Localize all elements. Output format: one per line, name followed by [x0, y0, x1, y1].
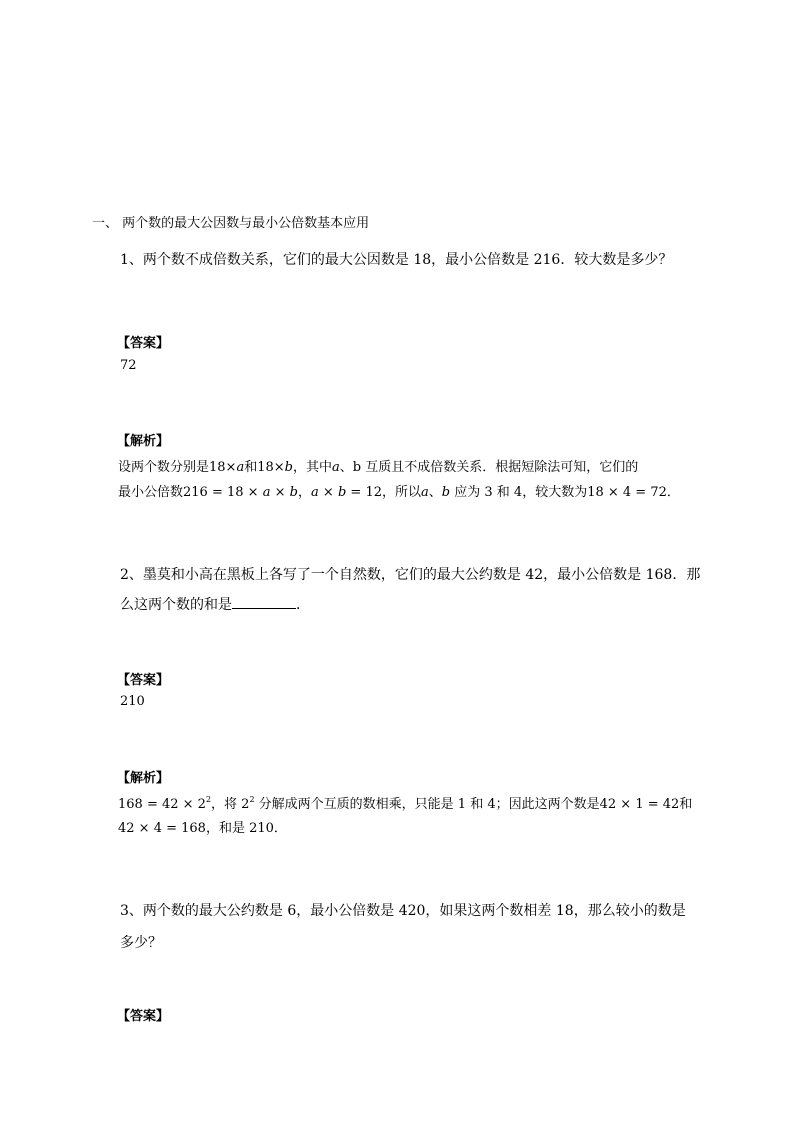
section-heading: 一、 两个数的最大公因数与最小公倍数基本应用 [92, 216, 370, 231]
analysis-1-line-2: 最小公倍数216 = 18 × a × b，a × b = 12，所以a、b 应为 3 和 4，较大数为18 × 4 = 72． [118, 485, 680, 500]
answer-label-1: 【答案】 [117, 336, 170, 351]
question-1-text: 1、两个数不成倍数关系，它们的最大公因数是 18，最小公倍数是 216．较大数是多少？ [120, 252, 673, 268]
answer-label-2: 【答案】 [117, 673, 170, 688]
answer-1: 72 [120, 358, 137, 373]
question-2-text-line-1: 2、墨莫和小高在黑板上各写了一个自然数，它们的最大公约数是 42，最小公倍数是 168．那 [120, 567, 701, 583]
answer-blank[interactable] [232, 596, 296, 609]
analysis-2-line-2: 42 × 4 = 168，和是 210． [118, 821, 287, 836]
question-3-text-line-1: 3、两个数的最大公约数是 6，最小公倍数是 420，如果这两个数相差 18，那么较小的数是 [120, 903, 686, 919]
analysis-label-1: 【解析】 [117, 434, 170, 449]
analysis-2-line-1: $168 = 42 \times 2^2$，将 $2^2$ 分解成两个互质的数相乘，只能是 1 和 4；因此这两个数是42 × 1 = 42和 [118, 795, 693, 812]
analysis-1-line-1: 设两个数分别是18×a和18×b，其中a、b 互质且不成倍数关系．根据短除法可知，它们的 [118, 460, 639, 475]
answer-label-3: 【答案】 [117, 1009, 170, 1024]
answer-2: 210 [120, 694, 145, 709]
question-3-text-line-2: 多少？ [120, 935, 162, 951]
analysis-label-2: 【解析】 [117, 771, 170, 786]
question-2-text-line-2: 么这两个数的和是 ． [120, 597, 310, 613]
